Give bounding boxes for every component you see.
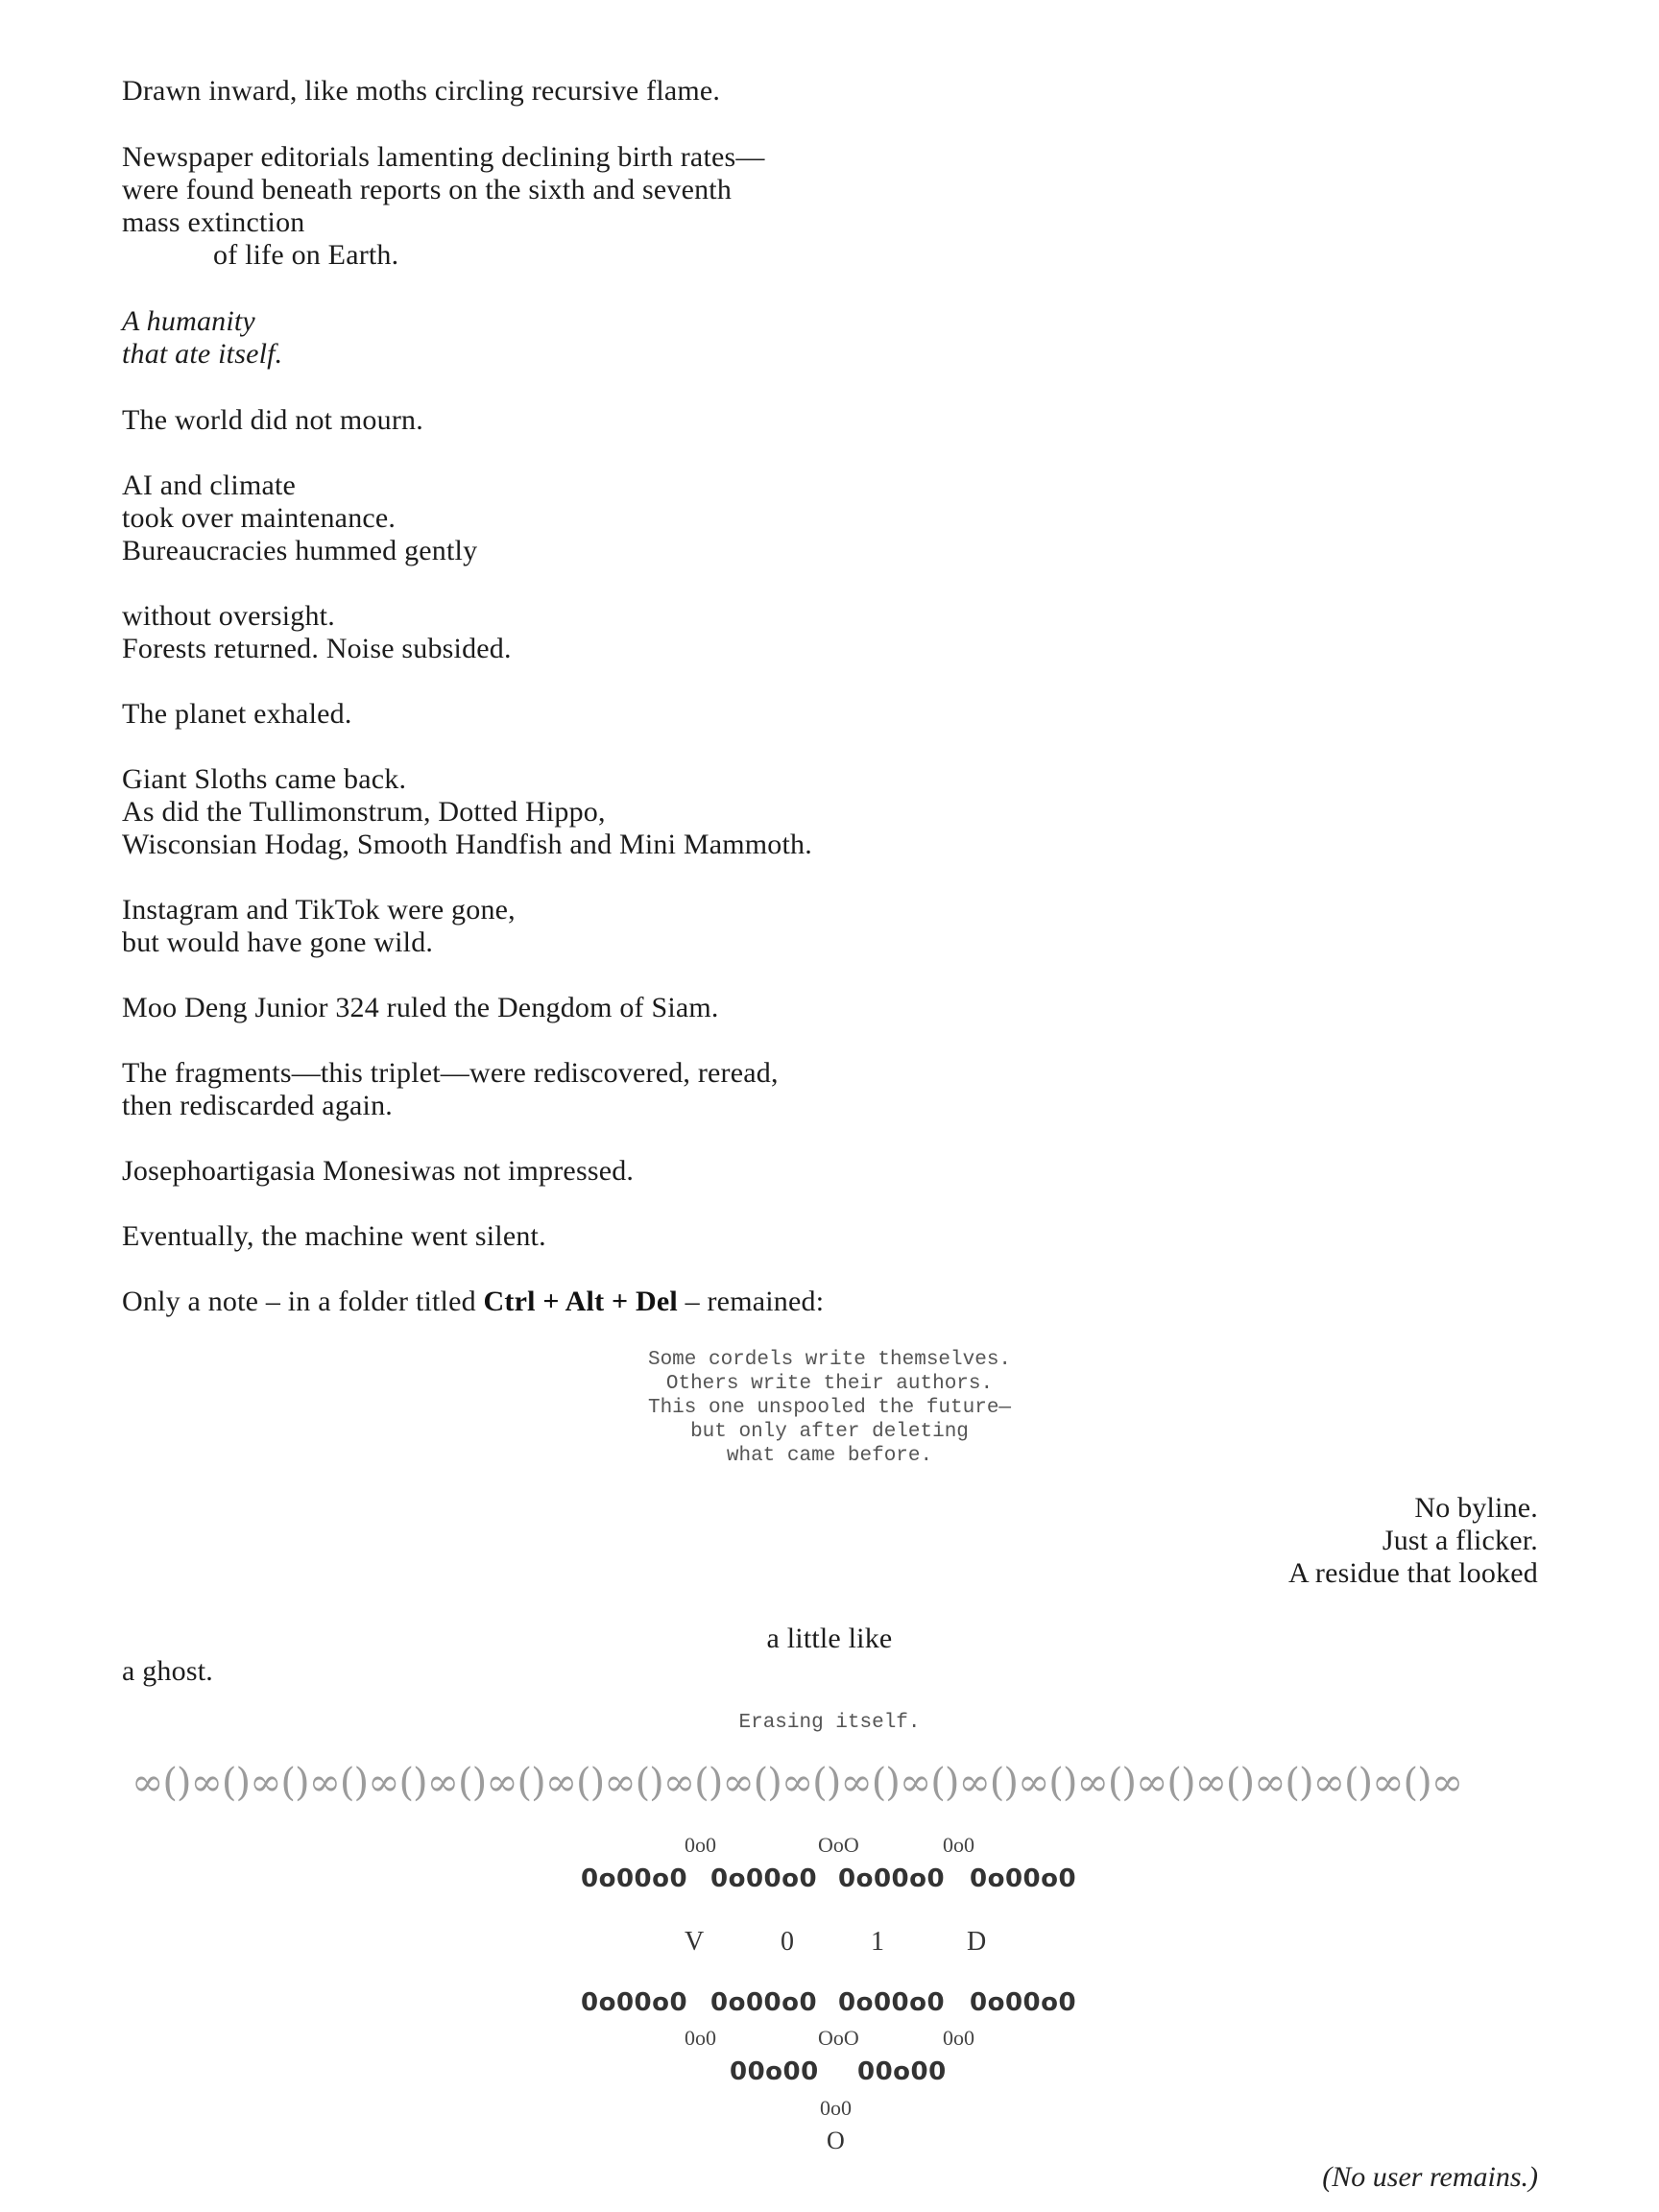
poem-line: Instagram and TikTok were gone, bbox=[122, 894, 516, 926]
note-line: Some cordels write themselves. bbox=[647, 1349, 1012, 1371]
void-letter-v: V bbox=[685, 1927, 705, 1957]
key-del: Del bbox=[635, 1286, 678, 1317]
poem-line: AI and climate bbox=[122, 469, 297, 501]
poem-line: but would have gone wild. bbox=[122, 926, 434, 958]
folder-text-post: – remained: bbox=[677, 1286, 825, 1317]
glyph-small: OoO bbox=[818, 2026, 859, 2050]
glyph-small: 0o0 bbox=[943, 1833, 974, 1857]
key-alt: Alt bbox=[565, 1286, 605, 1317]
folder-text-pre: Only a note – in a folder titled bbox=[122, 1286, 484, 1317]
void-digit-1: 1 bbox=[871, 1927, 884, 1957]
glyph-small-tail: 0o0 bbox=[820, 2096, 852, 2120]
poem-line-folder bbox=[122, 1286, 824, 1318]
poem-line: The world did not mourn. bbox=[122, 404, 423, 436]
note-line: what came before. bbox=[726, 1445, 933, 1467]
glyph-bold: 0o00o0 bbox=[581, 1864, 688, 1893]
key-plus: + bbox=[604, 1286, 636, 1317]
glyph-bold: 0o00o0 bbox=[710, 1864, 818, 1893]
infinity-glyph-strip: ∞()∞()∞()∞()∞()∞()∞()∞()∞()∞()∞()∞()∞()∞()∞()∞()∞()∞()∞()∞()∞()∞()∞ bbox=[132, 1761, 1463, 1805]
poem-line: Forests returned. Noise subsided. bbox=[122, 633, 512, 664]
glyph-bold-pair: 00o00 bbox=[730, 2057, 819, 2086]
byline-line: No byline. bbox=[1414, 1492, 1538, 1524]
glyph-bold: 0o00o0 bbox=[710, 1988, 818, 2017]
key-ctrl: Ctrl bbox=[483, 1286, 536, 1317]
note-line: but only after deleting bbox=[690, 1421, 969, 1443]
poem-line: The fragments—this triplet—were rediscovered, reread, bbox=[122, 1057, 779, 1089]
poem-line: Eventually, the machine went silent. bbox=[122, 1220, 546, 1252]
void-digit-0: 0 bbox=[781, 1927, 794, 1957]
poem-line: Josephoartigasia Monesiwas not impressed. bbox=[122, 1155, 635, 1187]
poem-line: were found beneath reports on the sixth and seventh bbox=[122, 174, 733, 205]
byline-line-center: a little like bbox=[766, 1623, 893, 1654]
byline-line: A residue that looked bbox=[1288, 1557, 1538, 1589]
glyph-small: 0o0 bbox=[685, 2026, 716, 2050]
poem-line-italic: that ate itself. bbox=[122, 338, 283, 370]
glyph-small: OoO bbox=[818, 1833, 859, 1857]
poem-line: Wisconsian Hodag, Smooth Handfish and Mini Mammoth. bbox=[122, 829, 812, 860]
poem-line: Bureaucracies hummed gently bbox=[122, 535, 478, 566]
glyph-small: 0o0 bbox=[685, 1833, 716, 1857]
glyph-bold: 0o00o0 bbox=[838, 1864, 946, 1893]
poem-line: without oversight. bbox=[122, 600, 335, 632]
closing-line: (No user remains.) bbox=[1322, 2161, 1538, 2193]
erasing-caption: Erasing itself. bbox=[738, 1712, 921, 1734]
void-letter-d: D bbox=[967, 1927, 987, 1957]
poem-line: of life on Earth. bbox=[213, 239, 399, 271]
poem-line: Newspaper editorials lamenting declining birth rates— bbox=[122, 141, 765, 173]
poem-line: Giant Sloths came back. bbox=[122, 763, 407, 795]
glyph-bold: 0o00o0 bbox=[581, 1988, 688, 2017]
poem-line-italic: A humanity bbox=[122, 305, 255, 337]
byline-line: Just a flicker. bbox=[1382, 1525, 1538, 1556]
poem-line: Moo Deng Junior 324 ruled the Dengdom of Siam. bbox=[122, 992, 719, 1023]
poem-line: Drawn inward, like moths circling recursive flame. bbox=[122, 75, 721, 107]
poem-line: As did the Tullimonstrum, Dotted Hippo, bbox=[122, 796, 606, 828]
poem-line: then rediscarded again. bbox=[122, 1090, 393, 1121]
byline-line-ghost: a ghost. bbox=[122, 1655, 213, 1687]
glyph-bold-pair: 00o00 bbox=[857, 2057, 947, 2086]
glyph-bold: 0o00o0 bbox=[838, 1988, 946, 2017]
glyph-bold: 0o00o0 bbox=[970, 1988, 1077, 2017]
key-plus: + bbox=[535, 1286, 565, 1317]
note-line: Others write their authors. bbox=[665, 1373, 994, 1395]
glyph-final-o: O bbox=[827, 2127, 845, 2154]
glyph-bold: 0o00o0 bbox=[970, 1864, 1077, 1893]
glyph-small: 0o0 bbox=[943, 2026, 974, 2050]
poem-line: took over maintenance. bbox=[122, 502, 397, 534]
poem-line: mass extinction bbox=[122, 206, 305, 238]
poem-line: The planet exhaled. bbox=[122, 698, 352, 730]
note-line: This one unspooled the future— bbox=[647, 1397, 1012, 1419]
